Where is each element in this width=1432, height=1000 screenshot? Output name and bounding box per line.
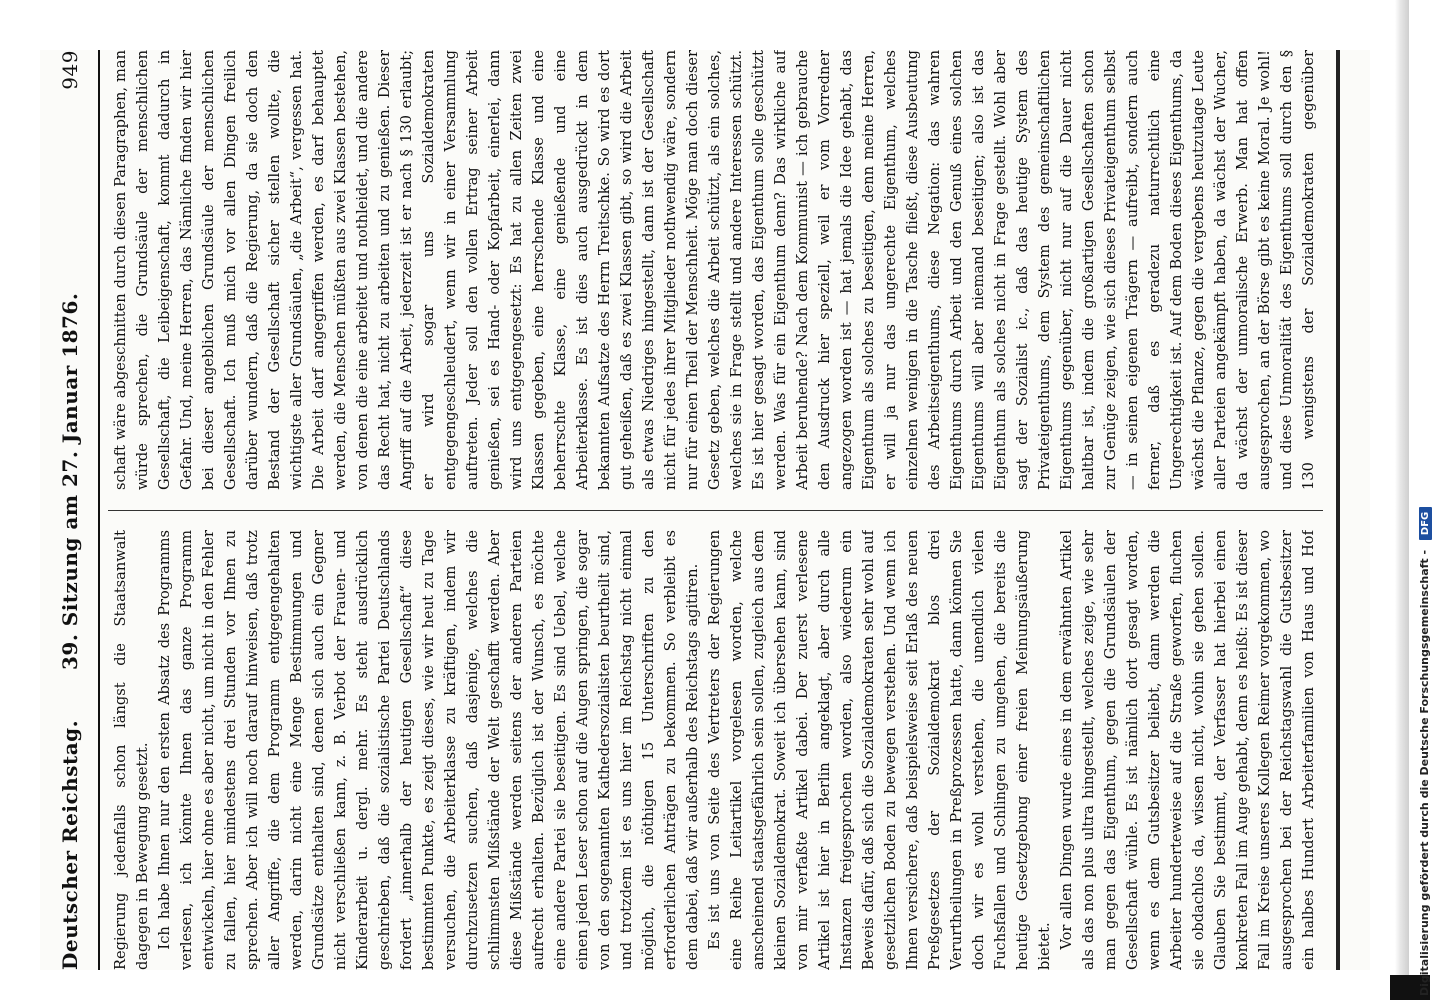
dfg-logo: DFG xyxy=(1419,507,1432,540)
header-session: 39. Sitzung am 27. Januar 1876. xyxy=(58,292,82,670)
header-rule xyxy=(98,50,100,970)
paragraph: Ich habe Ihnen nur den ersten Absatz des Programms verlesen, ich könnte Ihnen das ganze Programm entwickeln, hier ohne es aber nicht, um nicht in den Fehler zu fallen, hier mindestens drei Stunden vor Ihnen zu sprechen. Aber ich will noch darauf hinweisen, daß trotz aller Angriffe, die dem Programm entgegengehalten werden, darin nicht eine Menge Bestimmungen und Grundsätze enthalten sind, denen sich auch ein Gegner nicht verschließen kann, z. B. Verbot der Frauen- und Kinderarbeit u. dergl. mehr. Es steht ausdrücklich geschrieben, daß die sozialistische Partei Deutschlands fordert „innerhalb der heutigen Gesellschaft“ diese bestimmten Punkte, es zeigt dieses, wie wir heut zu Tage versuchen, die Arbeiterklasse zu kräftigen, indem wir durchzusetzen suchen, daß dasjenige, welches die schlimmsten Mißstände der Welt geschafft werden. Aber diese Mißstände werden seitens der anderen Parteien aufrecht erhalten. Bezüglich ist der Wunsch, es möchte eine andere Partei sie beseitigen. Es sind Uebel, welche einen jeden Leser schon auf die Augen springen, die sogar von den sogenannten Kathedersozialisten beurtheilt sind, und trotzdem ist es uns hier im Reichstag nicht einmal möglich, die nöthigen 15 Unterschriften zu den erforderlichen Anträgen zu bekommen. So verbleibt es dem dabei, daß wir außerhalb des Reichstags agitiren. xyxy=(156,530,701,970)
paragraph: Vor allen Dingen wurde eines in dem erwähnten Artikel als das non plus ultra hingestellt, welches zeige, wie sehr man gegen das Eigenthum, gegen die Grundsäulen der Gesellschaft wühle. Es ist nämlich dort gesagt worden, wenn es dem Gutsbesitzer beliebt, dann werden die Arbeiter hunderteweise auf die Straße geworfen, fluchen sie obdachlos da, wissen nicht, wohin sie gehen sollen. Glauben Sie bestimmt, der Verfasser hat hierbei einen konkreten Fall im Auge gehabt, denn es heißt: Es ist dieser Fall im Kreise unseres Kollegen Reimer vorgekommen, wo ausgesprochen bei der Reichstagswahl die Gutsbesitzer ein halbes Hundert Arbeiterfamilien von Haus und Hof xyxy=(1058,530,1317,970)
paragraph: Es ist uns von Seite des Vertreters der Regierungen eine Reihe Leitartikel vorgelesen worden, welche anscheinend staatsgefährlich sein sollen, zugleich aus dem kleinen Sozialdemokrat. Soweit ich übersehen kann, sind von mir verfaßte Artikel dabei. Der zuerst verlesene Artikel ist hier in Berlin angeklagt, aber durch alle Instanzen freigesprochen worden, also wiederum ein Beweis dafür, daß sich die Sozialdemokraten sehr wohl auf gesetzlichen Boden zu bewegen verstehen. Und wenn ich Ihnen versichere, daß beispielsweise seit Erlaß des neuen Preßgesetzes der Sozialdemokrat blos drei Verurtheilungen in Preßprozessen hatte, dann können Sie doch wir es wohl verstehen, die unendlich vielen Fuchsfallen und Schlingen zu umgehen, die bereits die heutige Gesetzgebung einer freien Meinungsäußerung bietet. xyxy=(706,530,1053,970)
digitization-note-text: Digitalisierung gefördert durch die Deutsche Forschungsgemeinschaft - xyxy=(1418,549,1431,996)
page-header xyxy=(40,50,100,970)
paragraph: schaft wäre abgeschnitten durch diesen Paragraphen, man würde sprechen, die Grundsäule der menschlichen Gesellschaft, die Leibeigenschaft, kommt dadurch in Gefahr. Und, meine Herren, das Nämliche finden wir hier bei dieser angeblichen Grundsäule der menschlichen Gesellschaft. Ich muß mich vor allen Dingen freilich darüber wundern, daß die Regierung, da sie doch den Bestand der Gesellschaft sicher stellen wollte, die wichtigste aller Grundsäulen, „die Arbeit“, vergessen hat. Die Arbeit darf angegriffen werden, es darf behauptet werden, die Menschen müßten aus zwei Klassen bestehen, von denen die eine arbeitet und nothleidet, und die andere das Recht hat, nicht zu arbeiten und zu genießen. Dieser Angriff auf die Arbeit, jederzeit ist er nach § 130 erlaubt; er wird sogar uns Sozialdemokraten entgegengeschleudert, wenn wir in einer Versammlung auftreten. Jeder soll den vollen Ertrag seiner Arbeit genießen, sei es Hand- oder Kopfarbeit, einerlei, dann wird uns entgegengesetzt: Es hat zu allen Zeiten zwei Klassen gegeben, eine herrschende Klasse und eine beherrschte Klasse, eine genießende und eine Arbeiterklasse. Es ist dies auch ausgedrückt in dem bekannten Aufsatze des Herrn Treitschke. So wird es dort gut geheißen, daß es zwei Klassen gibt, so wird die Arbeit als etwas Niedriges hingestellt, dann ist der Gesellschaft nicht für jedes ihrer Mitglieder nothwendig wäre, sondern nur für einen Theil der Menschheit. Möge man doch dieser Gesetz geben, welches die Arbeit schützt, als ein solches, welches sie in Frage stellt und andere Interessen schützt. Es ist hier gesagt worden, das Eigenthum solle geschützt werden. Was für ein Eigenthum denn? Das wirkliche auf Arbeit beruhende? Nach dem Kommunist — ich gebrauche den Ausdruck hier speziell, weil er vom Vorredner angezogen worden ist — hat jemals die Idee gehabt, das Eigenthum als solches zu beseitigen, denn meine Herren, er will ja nur das ungerechte Eigenthum, welches einzelnen wenigen in die Tasche fließt, diese Ausbeutung des Arbeitseigenthums, diese Negation: das wahren Eigenthums durch Arbeit und den Genuß eines solchen Eigenthums will aber niemand beseitigen; also ist das Eigenthum als solches nicht in Frage gestellt. Wohl aber sagt der Sozialist ic., daß das heutige System des Privateigenthums, dem System des gemeinschaftlichen Eigenthums gegenüber, nicht nur auf die Dauer nicht haltbar ist, indem die großartigen Gesellschaften schon zur Genüge zeigen, wie sich dieses Privateigenthum selbst — in seinen eigenen Trägern — aufreibt, sondern auch ferner, daß es geradezu naturrechtlich eine Ungerechtigkeit ist. Auf dem Boden dieses Eigenthums, da wächst die Pflanze, gegen die vergebens heutzutage Leute aller Parteien angekämpft haben, da wächst der Wucher, da wächst der unmoralische Erwerb. Man hat offen ausgesprochen, an der Börse gibt es keine Moral. Je wohl! und diese Unmoralität des Eigenthums soll durch den § 130 wenigstens der Sozialdemokraten gegenüber xyxy=(112,50,1317,490)
scan-edge-shadow xyxy=(1395,0,1409,1000)
page-bottom-edge xyxy=(1336,50,1340,970)
text-column-right xyxy=(110,50,1320,490)
column-divider xyxy=(108,510,1323,511)
header-publication: Deutscher Reichstag. xyxy=(58,719,82,970)
digitization-note xyxy=(1418,6,1432,996)
newspaper-page xyxy=(40,50,1370,970)
text-column-left xyxy=(110,530,1320,970)
paragraph: Regierung jedenfalls schon längst die Staatsanwalt dagegen in Bewegung gesetzt. xyxy=(112,530,151,970)
page-number: 949 xyxy=(58,50,82,90)
